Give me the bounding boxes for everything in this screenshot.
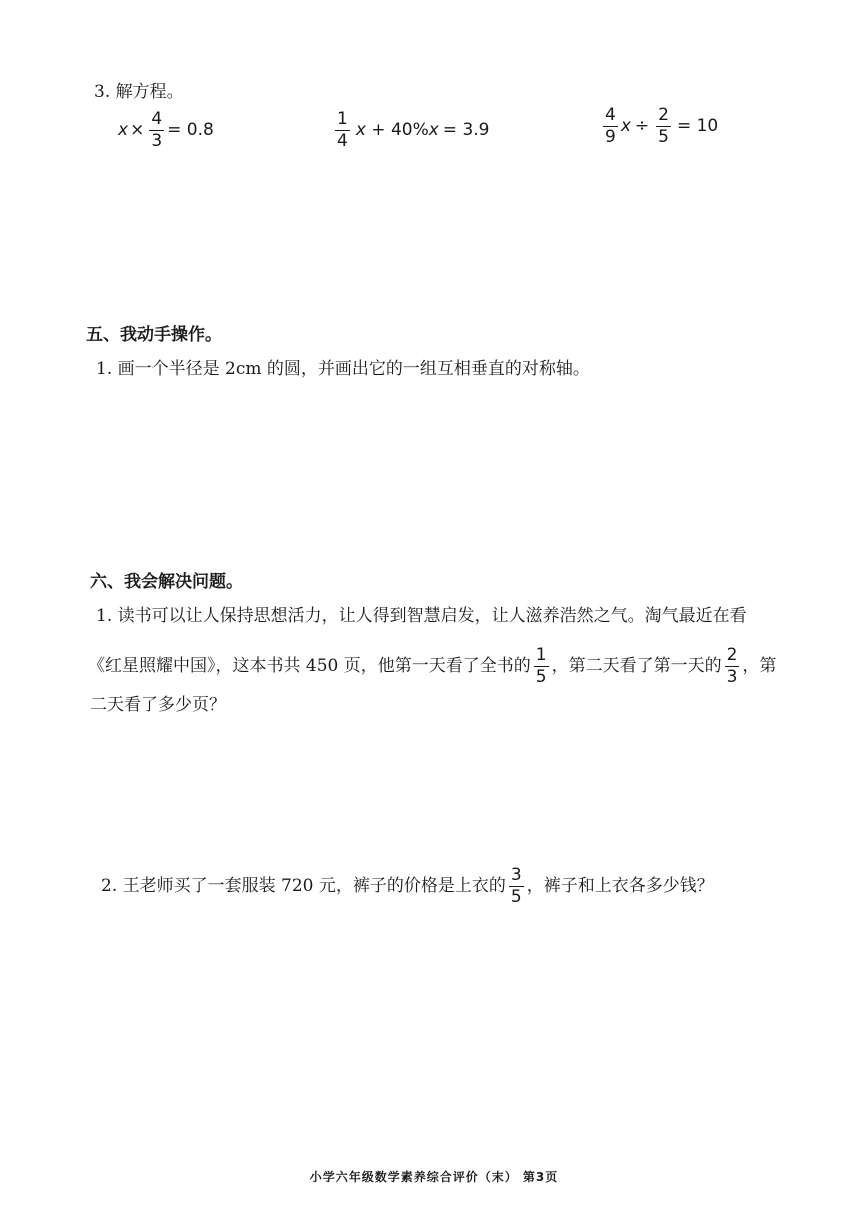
eq2-den: 4 — [337, 130, 348, 151]
eq3-fraction-2 — [656, 104, 671, 147]
q1-line2-a: 《红星照耀中国》，这本书共 450 页，他第一天看了全书的 — [88, 656, 531, 676]
eq3-num2: 2 — [658, 104, 669, 125]
q1-fraction-2 — [725, 644, 740, 687]
q1-frac1-num: 1 — [535, 644, 547, 665]
q2-fraction — [509, 864, 524, 907]
section6-title: 六、我会解决问题。 — [90, 572, 243, 592]
q3-label: 3. 解方程。 — [94, 82, 184, 102]
eq3-rhs: = 10 — [676, 116, 719, 136]
q1-line2-b: ，第二天看了第一天的 — [551, 656, 722, 676]
eq2-mid: + 40% — [365, 120, 429, 140]
q2-frac-den: 5 — [510, 886, 522, 907]
eq1-rhs: = 0.8 — [167, 120, 214, 140]
eq1-num: 4 — [151, 108, 163, 129]
page-footer: 小学六年级数学素养综合评价（末） 第3页 — [309, 1170, 559, 1184]
eq3-div: ÷ — [634, 116, 650, 136]
section6-q1-line3: 二天看了多少页？ — [90, 695, 226, 715]
q1-frac2-den: 3 — [726, 666, 738, 687]
eq1-den: 3 — [151, 130, 163, 151]
eq2-x2: x — [428, 120, 439, 140]
eq3-den2: 5 — [658, 126, 669, 147]
section6-q1-line2 — [88, 640, 776, 692]
eq1-x: x — [118, 120, 129, 140]
section6-q2 — [101, 860, 714, 912]
section5-q1: 1. 画一个半径是 2cm 的圆，并画出它的一组互相垂直的对称轴。 — [96, 359, 590, 379]
eq3-fraction-1 — [603, 104, 618, 147]
section6-q1-line1: 1. 读书可以让人保持思想活力，让人得到智慧启发，让人滋养浩然之气。淘气最近在看 — [96, 606, 747, 626]
eq3-den1: 9 — [605, 126, 616, 147]
q2-frac-num: 3 — [510, 864, 522, 885]
q1-frac2-num: 2 — [726, 644, 738, 665]
equation-1 — [118, 108, 214, 152]
eq1-times: × — [130, 120, 145, 140]
equation-2: $\frac{1}{4}$ x + 40% x = 3.9 — [337, 108, 490, 151]
eq1-fraction — [149, 108, 164, 151]
q1-fraction-1 — [534, 644, 549, 687]
q1-frac1-den: 5 — [535, 666, 547, 687]
q2-text-b: ，裤子和上衣各多少钱？ — [526, 876, 714, 896]
eq2-fraction — [335, 108, 350, 151]
eq2-num: 1 — [337, 108, 348, 129]
q2-text-a: 2. 王老师买了一套服装 720 元，裤子的价格是上衣的 — [101, 876, 506, 896]
equation-3 — [600, 104, 718, 148]
eq2-rhs: = 3.9 — [442, 120, 490, 140]
eq3-x: x — [620, 116, 631, 136]
eq3-num1: 4 — [605, 104, 616, 125]
q1-line2-c: ，第 — [742, 656, 777, 676]
section5-title: 五、我动手操作。 — [86, 325, 222, 345]
